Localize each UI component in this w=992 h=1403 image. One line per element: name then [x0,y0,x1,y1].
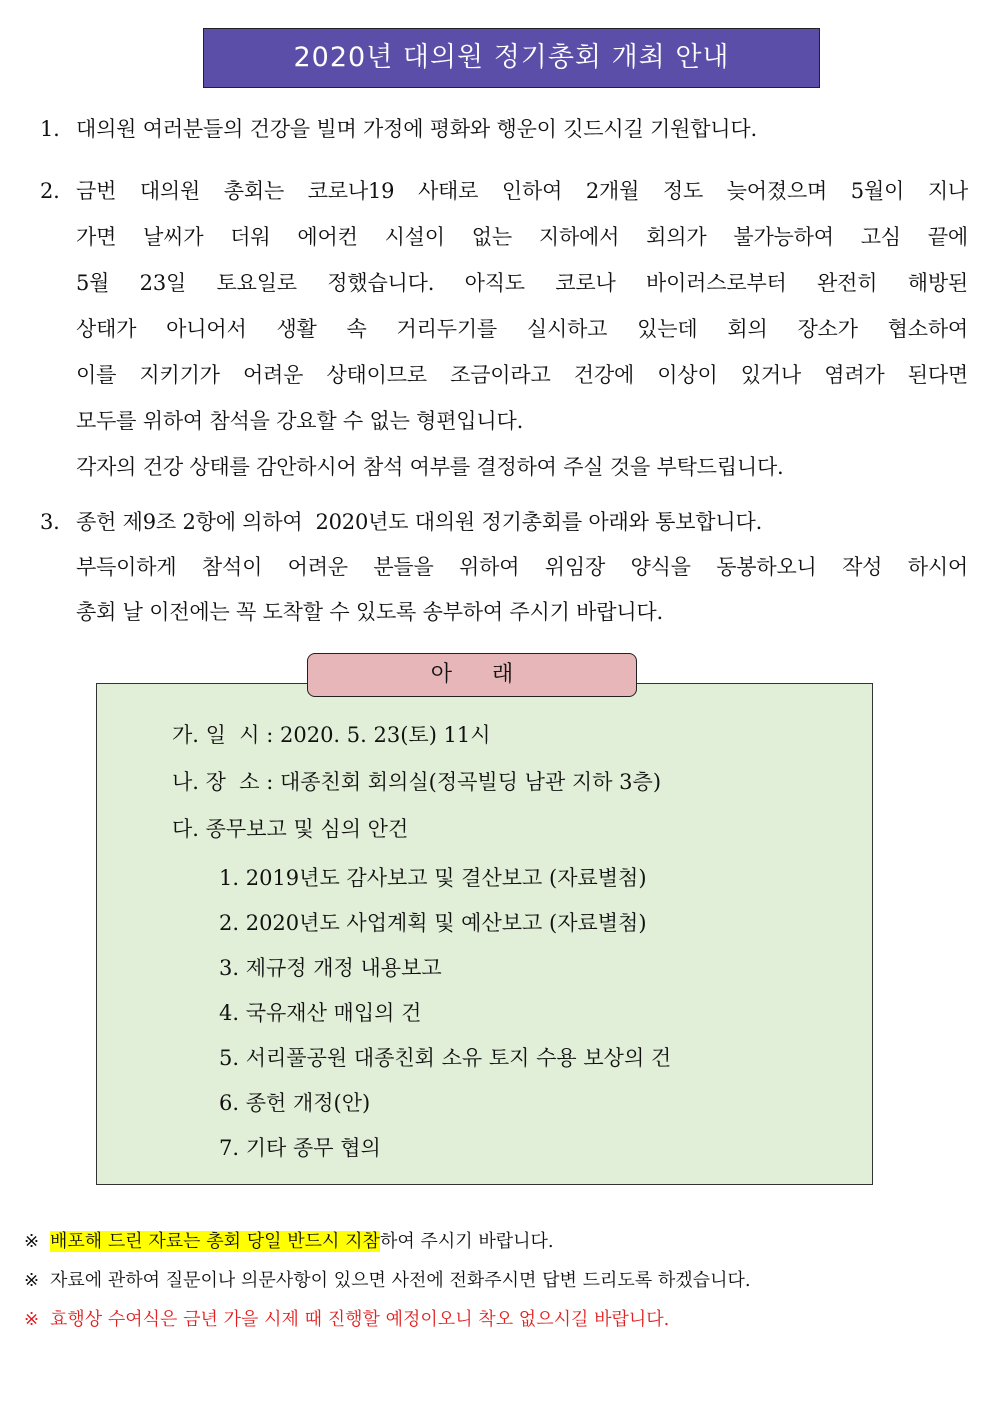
agenda-item: 3. 제규정 개정 내용보고 [219,956,442,980]
footnote-text: 효행상 수여식은 금년 가을 시제 때 진행할 예정이오니 착오 없으시길 바랍니다. [50,1309,670,1330]
paragraph-line: 5월 23일 토요일로 정했습니다. 아직도 코로나 바이러스로부터 완전히 해방된 [76,271,968,295]
paragraph-line: 각자의 건강 상태를 감안하시어 참석 여부를 결정하여 주실 것을 부탁드립니다. [76,455,784,479]
reference-mark: ※ [24,1270,40,1291]
agenda-item: 7. 기타 종무 협의 [219,1136,381,1160]
agenda-item: 2. 2020년도 사업계획 및 예산보고 (자료별첨) [219,911,647,935]
paragraph-number: 3. [40,510,60,534]
paragraph-1 [40,106,968,152]
footnote-text: 자료에 관하여 질문이나 의문사항이 있으면 사전에 전화주시면 답변 드리도록 하겠습니다. [50,1270,751,1291]
agenda-item: 4. 국유재산 매입의 건 [219,1001,422,1025]
notice-header-text: 아래 [430,662,554,687]
paragraph-number: 2. [40,179,60,203]
paragraph-line: 종헌 제9조 2항에 의하여 2020년도 대의원 정기총회를 아래와 통보합니다. [76,510,763,534]
notice-details [172,712,671,1171]
paragraph-line: 이를 지키기가 어려운 상태이므로 조금이라고 건강에 이상이 있거나 염려가 된다면 [76,363,968,387]
paragraph-2 [40,168,968,490]
footnote-1 [24,1222,751,1261]
page-title: 2020년 대의원 정기총회 개최 안내 [203,28,820,88]
agenda-item: 5. 서리풀공원 대종친회 소유 토지 수용 보상의 건 [219,1046,672,1070]
paragraph-number: 1. [40,117,60,141]
footnotes [24,1222,751,1339]
footnote-3 [24,1300,751,1339]
notice-header [307,653,637,697]
agenda-item: 1. 2019년도 감사보고 및 결산보고 (자료별첨) [219,866,647,890]
paragraph-3 [40,500,968,635]
paragraph-line: 총회 날 이전에는 꼭 도착할 수 있도록 송부하여 주시기 바랍니다. [76,600,663,624]
paragraph-line: 금번 대의원 총회는 코로나19 사태로 인하여 2개월 정도 늦어졌으며 5월이 지나 [76,179,968,203]
paragraph-line: 가면 날씨가 더워 에어컨 시설이 없는 지하에서 회의가 불가능하여 고심 끝에 [76,225,968,249]
notice-date: 가. 일 시 : 2020. 5. 23(토) 11시 [172,723,491,747]
footnote-text: 하여 주시기 바랍니다. [379,1231,554,1252]
paragraph-line: 상태가 아니어서 생활 속 거리두기를 실시하고 있는데 회의 장소가 협소하여 [76,317,968,341]
paragraph-line: 부득이하게 참석이 어려운 분들을 위하여 위임장 양식을 동봉하오니 작성 하시어 [76,555,968,579]
highlighted-text: 배포해 드린 자료는 총회 당일 반드시 지참 [50,1231,380,1252]
notice-agenda-heading: 다. 종무보고 및 심의 안건 [172,817,409,841]
notice-location: 나. 장 소 : 대종친회 회의실(정곡빌딩 남관 지하 3층) [172,770,662,794]
reference-mark: ※ [24,1309,40,1330]
reference-mark: ※ [24,1231,40,1252]
paragraph-text: 대의원 여러분들의 건강을 빌며 가정에 평화와 행운이 깃드시길 기원합니다. [76,117,757,141]
agenda-item: 6. 종헌 개정(안) [219,1091,371,1115]
footnote-2 [24,1261,751,1300]
paragraph-line: 모두를 위하여 참석을 강요할 수 없는 형편입니다. [76,409,524,433]
